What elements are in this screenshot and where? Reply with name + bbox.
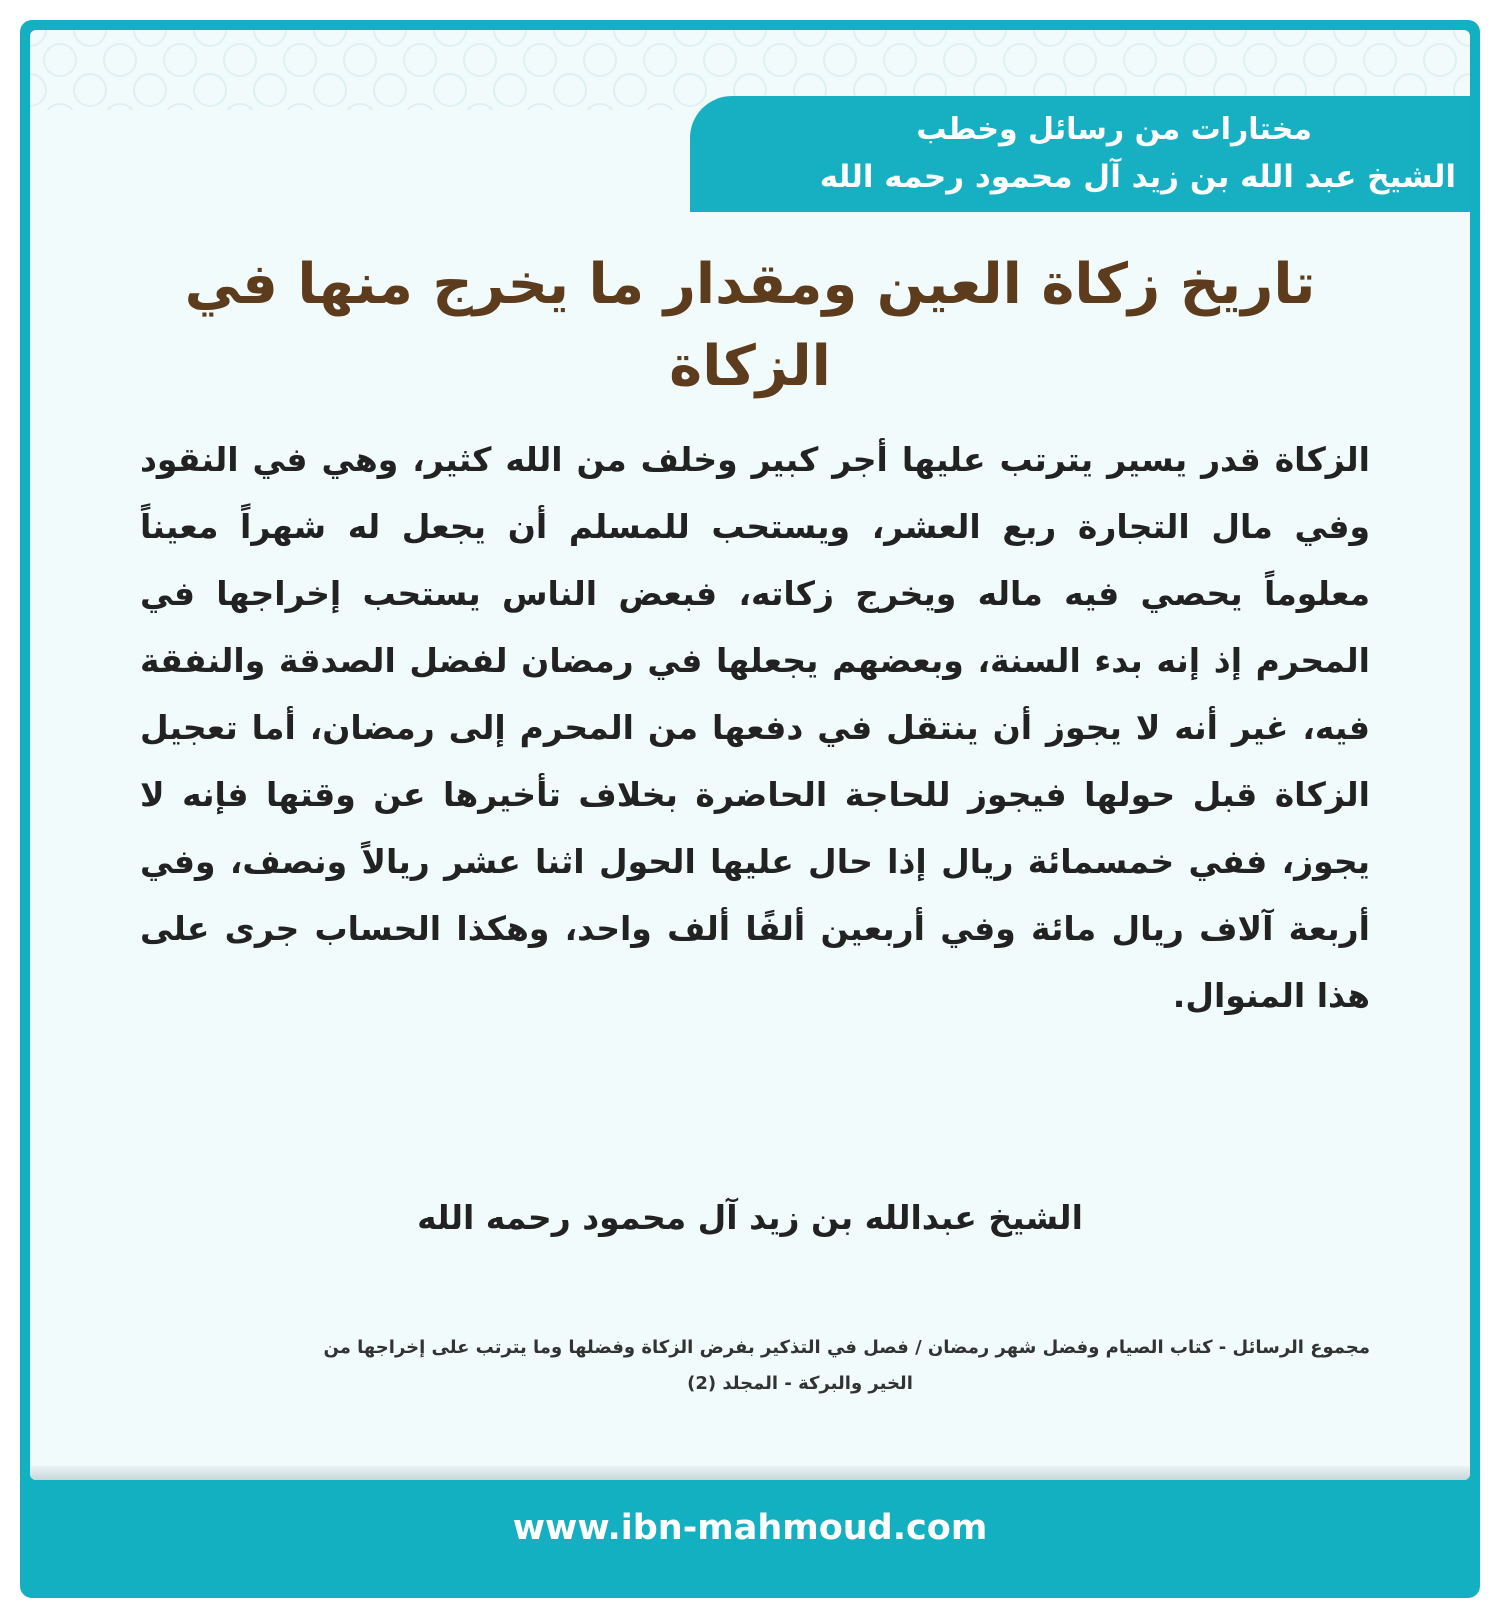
header-series-title: مختارات من رسائل وخطب [916, 112, 1312, 147]
header-banner [690, 96, 1470, 212]
source-citation [130, 1330, 1370, 1402]
panel-bottom-shadow [30, 1466, 1470, 1480]
author-signature: الشيخ عبدالله بن زيد آل محمود رحمه الله [417, 1198, 1083, 1237]
article-body: الزكاة قدر يسير يترتب عليها أجر كبير وخلف من الله كثير، وهي في النقود وفي مال التجارة ربع العشر، ويستحب للمسلم أن يجعل له شهراً معيناً معلوماً يحصي فيه ماله ويخرج زكاته، فبعض الناس يستحب إخراجها في المحرم إذ إنه بدء السنة، وبعضهم يجعلها في رمضان لفضل الصدقة والنفقة فيه، غير أنه لا يجوز أن ينتقل في دفعها من المحرم إلى رمضان، أما تعجيل الزكاة قبل حولها فيجوز للحاجة الحاضرة بخلاف تأخيرها عن وقتها فإنه لا يجوز، ففي خمسمائة ريال إذا حال عليها الحول اثنا عشر ريالاً ونصف، وفي أربعة آلاف ريال مائة وفي أربعين ألفًا ألف واحد، وهكذا الحساب جرى على هذا المنوال. [140, 440, 1370, 1015]
header-author-name: الشيخ عبد الله بن زيد آل محمود رحمه الله [819, 159, 1456, 195]
website-link[interactable]: www.ibn-mahmoud.com [512, 1508, 988, 1548]
content-panel [30, 30, 1470, 1480]
source-line-2: الخير والبركة - المجلد (2) [687, 1373, 913, 1394]
card-frame [20, 20, 1480, 1598]
source-line-1: مجموع الرسائل - كتاب الصيام وفضل شهر رمضان / فصل في التذكير بفرض الزكاة وفضلها وما يترتب على إخراجها من [323, 1337, 1370, 1358]
page-title: تاريخ زكاة العين ومقدار ما يخرج منها في الزكاة [184, 252, 1316, 399]
